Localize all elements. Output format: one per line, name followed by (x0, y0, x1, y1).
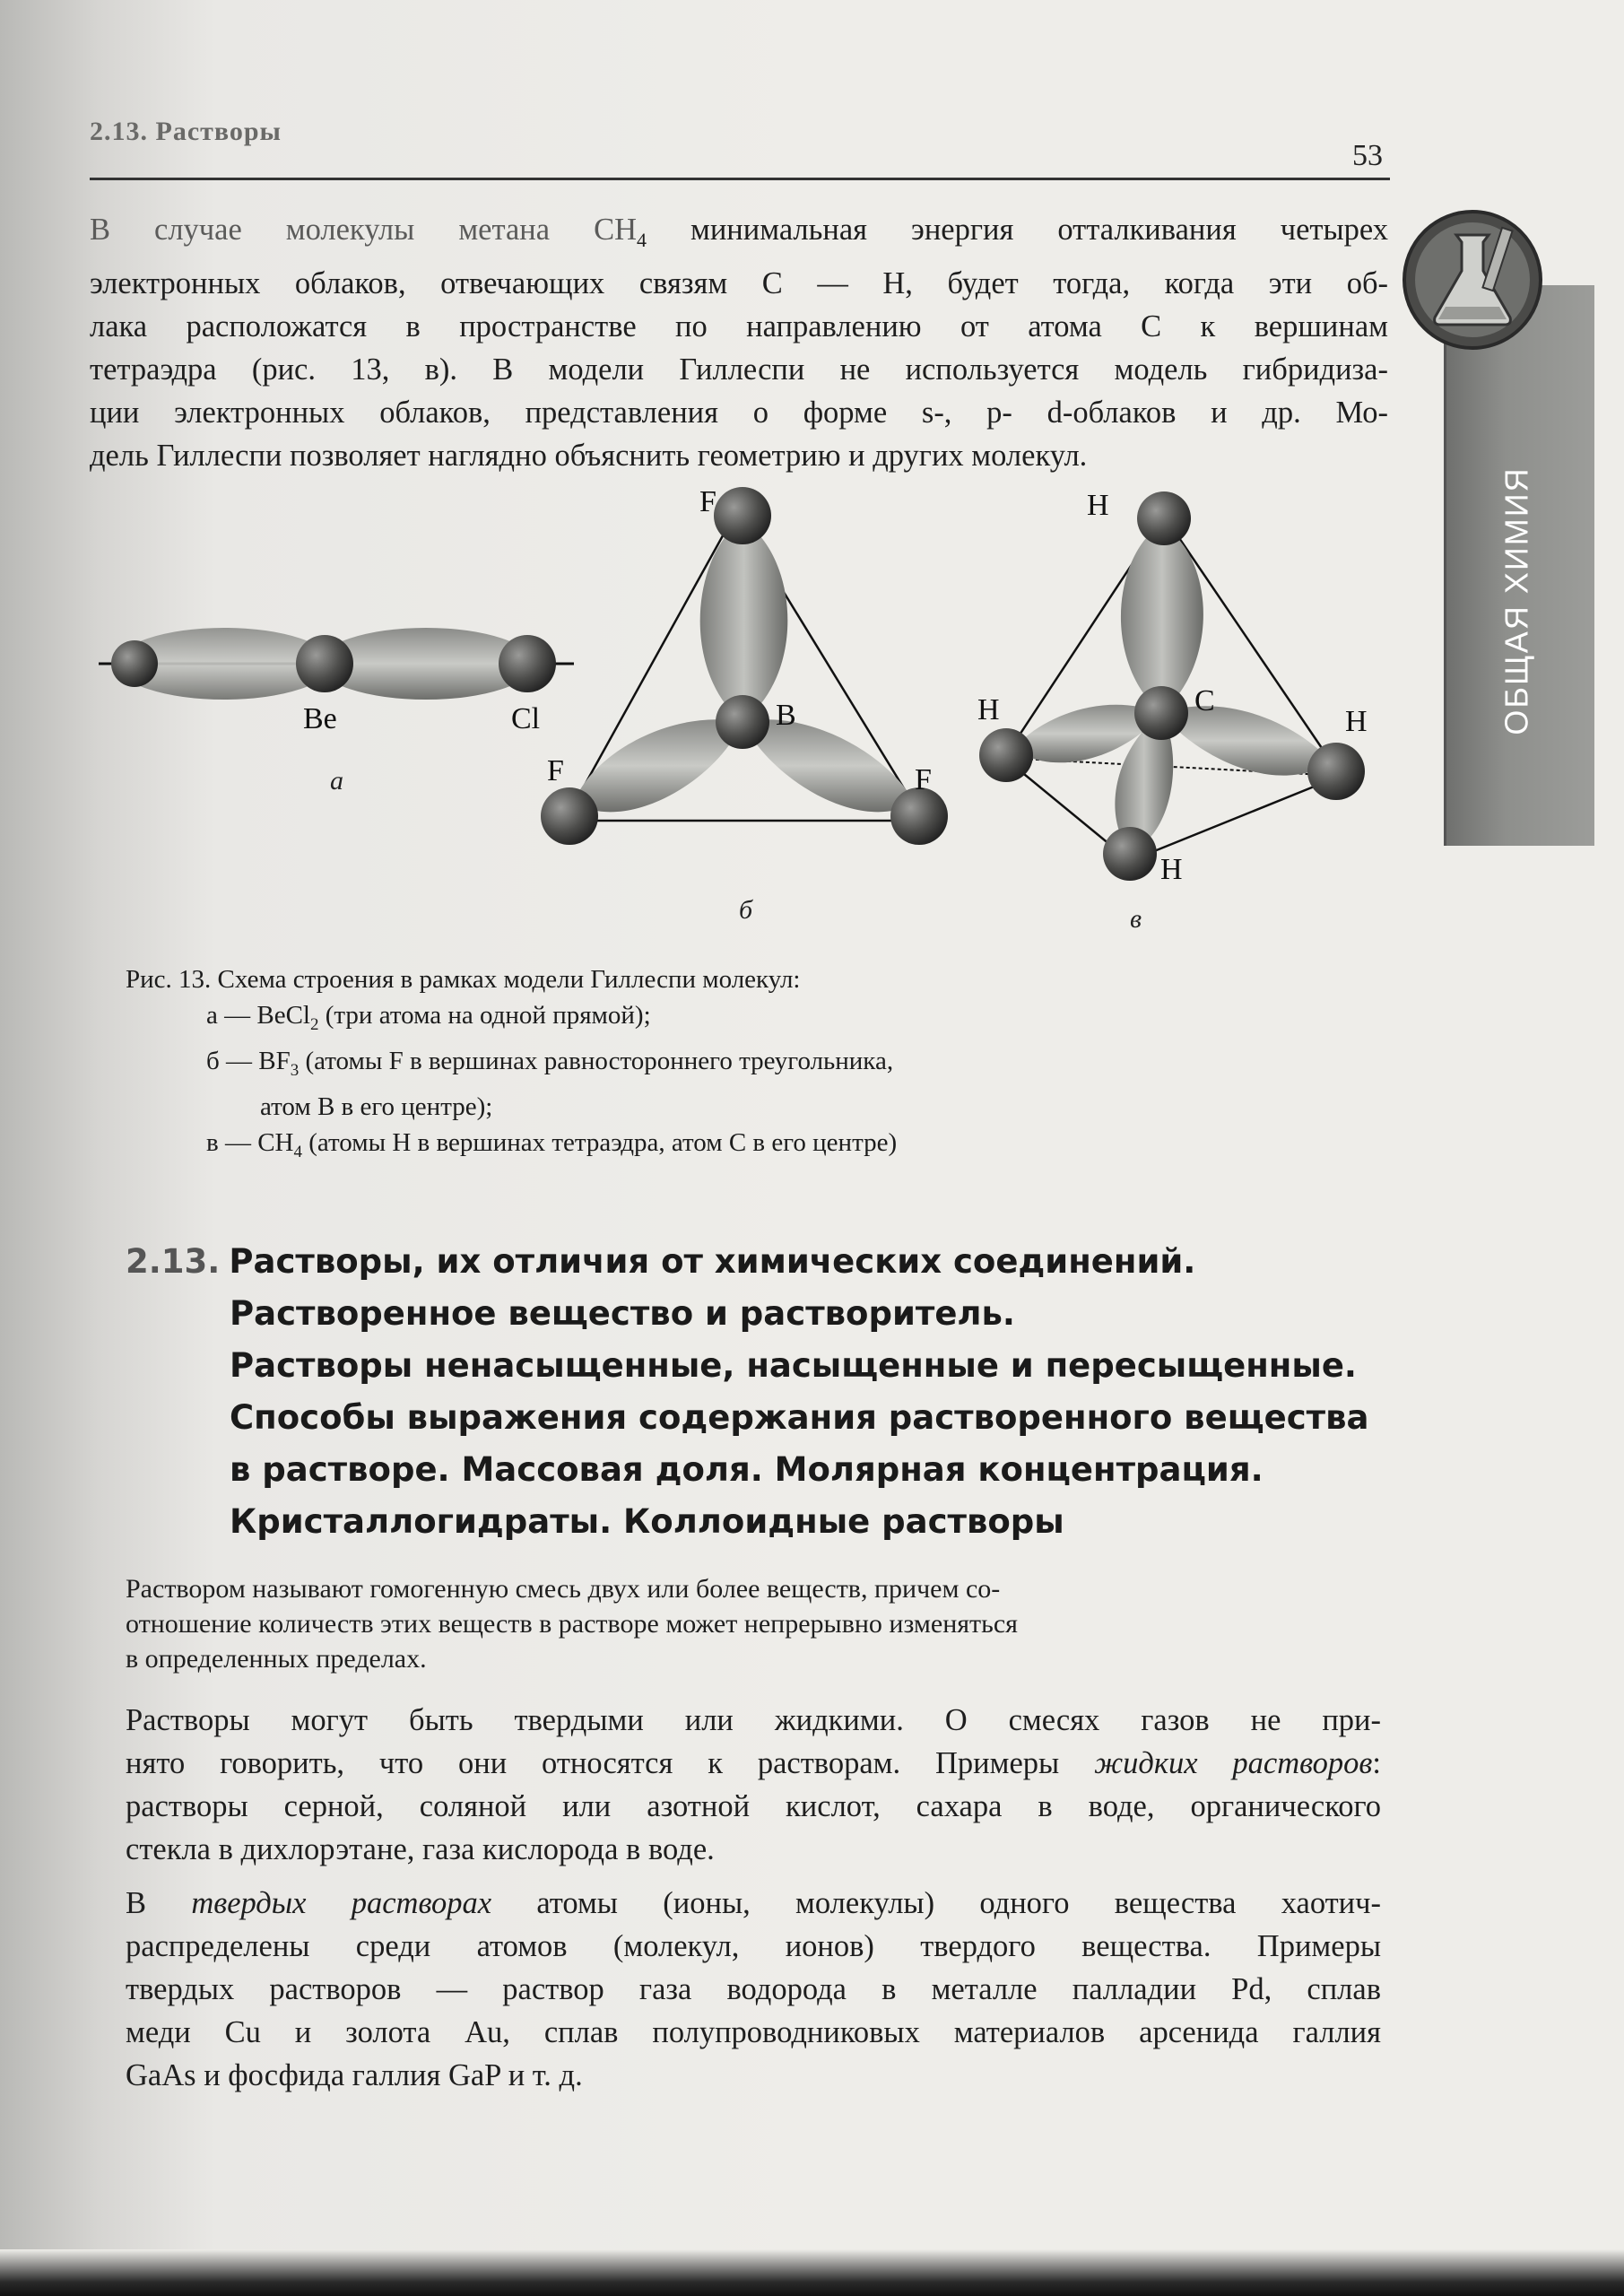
model-b-bf3 (541, 485, 948, 925)
model-a-becl2 (99, 628, 574, 796)
label-f-left: F (547, 754, 564, 787)
text-line: меди Cu и золота Au, сплав полупроводниковых материалов арсенида галлия (126, 2015, 1381, 2049)
model-c-ch4 (977, 489, 1368, 934)
text-line: отношение количеств этих веществ в растворе может непрерывно изменяться (126, 1609, 1018, 1639)
label-b-sub: б (739, 895, 753, 925)
text-line: тетраэдра (рис. 13, в). В модели Гиллеспи не используется модель гибридиза- (90, 352, 1388, 387)
text-line: В твердых растворах атомы (ионы, молекулы) одного вещества хаотич- (126, 1886, 1381, 1920)
caption-title: Рис. 13. Схема строения в рамках модели Гиллеспи молекул: (126, 965, 801, 994)
text-line: стекла в дихлорэтане, газа кислорода в воде. (126, 1832, 715, 1866)
text-line: электронных облаков, отвечающих связям C — H, будет тогда, когда эти об- (90, 265, 1388, 300)
header-rule (90, 178, 1390, 180)
heading-line: в растворе. Массовая доля. Молярная концентрация. (230, 1450, 1264, 1489)
flask-badge-icon (1401, 208, 1544, 352)
label-h-right: H (1345, 705, 1368, 738)
label-a: а (330, 766, 343, 796)
figure-caption (126, 961, 897, 1170)
caption-item-a: а — BeCl$_2$ (три атома на одной прямой); (206, 1001, 651, 1034)
label-h-bottom: H (1160, 853, 1183, 886)
text-line: твердых растворов — раствор газа водорода в металле палладии Pd, сплав (126, 1972, 1381, 2006)
label-b: B (776, 699, 796, 732)
paragraph-solid-solutions (126, 1882, 1381, 2097)
section-number: 2.13. (126, 1242, 221, 1281)
running-head: 2.13. Растворы (90, 117, 282, 146)
text-line: нято говорить, что они относятся к растворам. Примеры жидких растворов: (126, 1746, 1381, 1780)
label-c: C (1194, 684, 1215, 718)
text-line: лака расположатся в пространстве по направлению от атома C к вершинам (90, 309, 1388, 344)
label-h-top: H (1087, 489, 1109, 522)
label-h-left: H (977, 693, 1000, 726)
heading-line: Способы выражения содержания растворенного вещества (230, 1398, 1369, 1437)
paragraph-liquid-solutions (126, 1699, 1381, 1871)
text-line: ции электронных облаков, представления о форме s-, p- d-облаков и др. Мо- (90, 395, 1388, 430)
text-line: в определенных пределах. (126, 1644, 427, 1674)
label-cl: Cl (511, 702, 541, 735)
text-line: Раствором называют гомогенную смесь двух или более веществ, причем со- (126, 1574, 1001, 1604)
text-line: В случае молекулы метана $CH_4$ минимальная энергия отталкивания четырех (90, 213, 1388, 251)
caption-item-b-cont: атом B в его центре); (260, 1091, 493, 1121)
label-f-top: F (699, 485, 716, 518)
label-c-sub: в (1130, 904, 1142, 934)
text-line: GaAs и фосфида галлия GaP и т. д. (126, 2058, 583, 2092)
page-bottom-shadow (0, 2249, 1624, 2296)
heading-line: Кристаллогидраты. Коллоидные растворы (230, 1502, 1064, 1541)
label-f-right: F (915, 763, 932, 796)
section-heading (126, 1236, 1368, 1548)
caption-item-b: б — $BF_3$ (атомы F в вершинах равностороннего треугольника, (206, 1046, 894, 1080)
intro-paragraph (90, 208, 1388, 477)
text-line: дель Гиллеспи позволяет наглядно объяснить геометрию и других молекул. (90, 438, 1088, 473)
page-number: 53 (1352, 139, 1383, 172)
label-be: Be (303, 702, 337, 735)
definition-block (126, 1571, 1327, 1676)
heading-line: Растворенное вещество и растворитель. (230, 1294, 1015, 1333)
side-tab-label: ОБЩАЯ ХИМИЯ (1498, 466, 1536, 735)
figure-gillespie-models (90, 484, 1435, 951)
text-line: растворы серной, соляной или азотной кислот, сахара в воде, органического (126, 1789, 1381, 1823)
caption-item-c: в — $CH_4$ (атомы H в вершинах тетраэдра, атом C в его центре) (206, 1127, 898, 1161)
text-line: распределены среди атомов (молекул, ионов) твердого вещества. Примеры (126, 1929, 1381, 1963)
text-line: Растворы могут быть твердыми или жидкими. О смесях газов не при- (126, 1703, 1381, 1737)
heading-line: Растворы ненасыщенные, насыщенные и пересыщенные. (230, 1346, 1357, 1385)
heading-line: 2.13. Растворы, их отличия от химических соединений. (126, 1242, 1196, 1281)
